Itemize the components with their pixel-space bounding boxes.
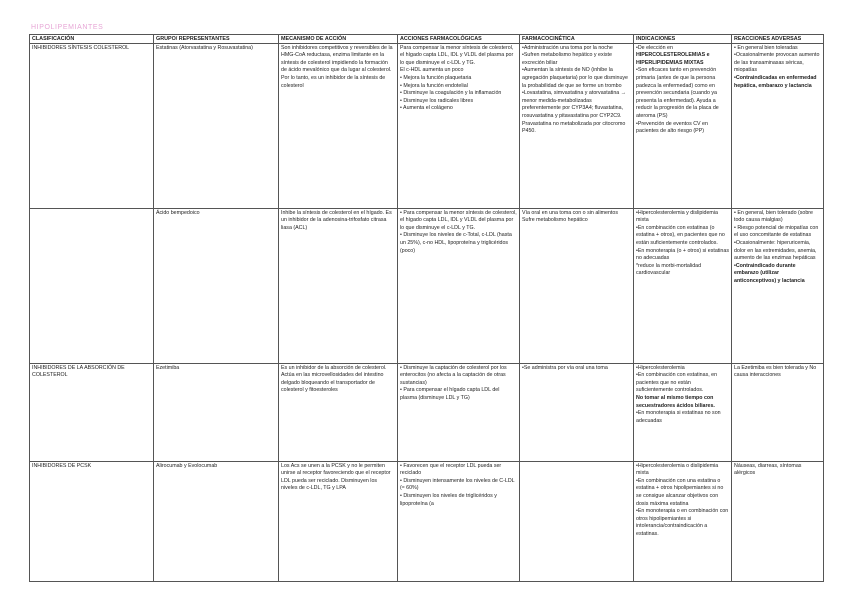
table-row (30, 208, 824, 363)
actions-cell (398, 43, 520, 208)
lipid-drugs-table (29, 34, 824, 582)
col-header-group: GRUPO/ REPRESENTANTES (154, 35, 279, 44)
adverse-line: •Ocasionalmente: hiperuricemia, dolor en las extremidades, anemia, aumento de las enzimas hepáticas (734, 239, 817, 262)
action-line: • Mejora la función endotelial (400, 82, 468, 89)
adverse-line: Náuseas, diarreas, síntomas alérgicos (734, 462, 802, 477)
indication-line: •Prevención de eventos CV en pacientes de alto riesgo (PP) (636, 120, 708, 135)
indication-line: HIPERCOLESTEROLEMIAS e HIPERLIPIDEMIAS MIXTAS (636, 52, 710, 66)
indications-cell (634, 461, 732, 581)
classification-cell (30, 208, 154, 363)
pharmacokinetics-cell (520, 363, 634, 461)
table-body (30, 43, 824, 581)
pharmacokinetics-line: •Sufren metabolismo hepático y existe excreción biliar (522, 52, 612, 66)
action-line: • Mejora la función plaquetaria (400, 74, 472, 81)
col-header-indications: INDICACIONES (634, 35, 732, 44)
action-line: El c-HDL aumenta un poco (400, 67, 464, 74)
actions-cell (398, 363, 520, 461)
classification-cell: INHIBIDORES DE LA ABSORCIÓN DE COLESTEROL (30, 363, 154, 461)
adverse-cell (732, 363, 824, 461)
col-header-pharmacokinetics: FARMACOCINÉTICA (520, 35, 634, 44)
group-cell: Ezetimiba (154, 363, 279, 461)
indication-line: •De elección en (636, 44, 673, 51)
group-cell: Ácido bempedoico (154, 208, 279, 363)
indication-line: •Son eficaces tanto en prevención primaria (antes de que la persona padezca la enfermedad) como en prevención secundaria (cuando ya presenta la enfermedad). Ayuda a reducir la progresión de la placa de ateroma (PS) (636, 67, 719, 119)
action-line: • Disminuyen intensamente los niveles de C-LDL (≈ 60%) (400, 477, 515, 492)
mechanism-cell: Inhibe la síntesis de colesterol en el hígado. Es un inhibidor de la adenosina-trifosfato citrasa liasa (ACL) (279, 208, 398, 363)
adverse-line: • En general bien toleradas (734, 44, 798, 51)
pharmacokinetics-line: •Aumentan la síntesis de NO (inhibe la agregación plaquetaria) por lo que disminuye la probabilidad de que se forme un trombo (522, 67, 629, 89)
pharmacokinetics-cell (520, 208, 634, 363)
indication-line: No tomar al mismo tiempo con secuestradores ácidos biliares. (636, 394, 715, 409)
actions-cell (398, 208, 520, 363)
indication-line: •Hipercolesterolemia o dislipidemia mixta (636, 462, 719, 477)
mechanism-cell: Es un inhibidor de la absorción de colesterol. Actúa en las microvellosidades del intestino delgado bloqueando el transportador de colesterol y fitoesteroles (279, 363, 398, 461)
actions-cell (398, 461, 520, 581)
adverse-line: • En general, bien tolerado (sobre todo causa mialgias) (734, 209, 814, 224)
adverse-cell (732, 208, 824, 363)
indication-line: •Hipercolesterolemia (636, 364, 685, 371)
action-line: • Disminuye los radicales libres (400, 97, 474, 104)
adverse-line: • Riesgo potencial de miopatías con el uso concomitante de estatinas (734, 224, 819, 239)
action-line: • Disminuyen los niveles de triglicéridos y lipoproteína (a (400, 492, 497, 507)
indication-line: •En monoterapia si estatinas no son adecuadas (636, 410, 721, 424)
adverse-cell (732, 461, 824, 581)
table-row (30, 363, 824, 461)
table-row (30, 461, 824, 581)
adverse-cell (732, 43, 824, 208)
adverse-line: •Ocasionalmente provocan aumento de las transaminasas séricas, miopatías (734, 52, 820, 74)
adverse-line: •Contraindicado durante embarazo (utilizar anticonceptivos) y lactancia (734, 262, 805, 284)
pharmacokinetics-line: •Se administra por vía oral una toma (522, 364, 608, 371)
indication-line: •En monoterapia (o + otros) si estatinas no adecuadas (636, 247, 729, 262)
indication-line: •En combinación con una estatina o estatina + otros hipolipemiantes si no se consigue alcanzar objetivos con dosis máxima estatina (636, 477, 724, 507)
indication-line: *reduce la morbi-mortalidad cardiovascular (636, 262, 702, 277)
indications-cell (634, 363, 732, 461)
pharmacokinetics-line: •Lovastatina, simvastatina y atorvastatina → menor medida-metabolizadas preferentemente por CYP3A4; fluvastatina, rosuvastatina y pitavastatina por CYP2C9. Pravastatina no metabolizada por citocromo P450. (522, 90, 627, 135)
action-line: • Favorecen que el receptor LDL pueda ser reciclado (400, 462, 502, 477)
pharmacokinetics-line: Sufre metabolismo hepático (522, 217, 588, 224)
action-line: • Para compensar el hígado capta LDL del plasma (disminuye LDL y TG) (400, 387, 500, 401)
adverse-line: La Ezetimiba es bien tolerada y No causa interacciones (734, 364, 817, 379)
action-line: Para compensar la menor síntesis de colesterol, el hígado capta LDL, IDL y VLDL del plasma por lo que disminuye el c-LDL y TG. (400, 44, 514, 66)
indication-line: •En combinación con estatinas (o estatina + otros), en pacientes que no están suficientemente controlados. (636, 224, 725, 246)
col-header-actions: ACCIONES FARMACOLÓGICAS (398, 35, 520, 44)
indication-line: •En monoterapia o en combinación con otros hipolipemiantes si intolerancia/contraindicación a estatinas. (636, 508, 729, 537)
document-header: HIPOLIPEMIANTES (31, 24, 104, 31)
mechanism-cell: Los Acs se unen a la PCSK y no le permiten unirse al receptor favoreciendo que el receptor LDL pueda ser reciclado. Disminuyen los niveles de c-LDL, TG y LPA (279, 461, 398, 581)
mechanism-cell: Son inhibidores competitivos y reversibles de la HMG-CoA reductasa, enzima limitante en la síntesis de colesterol impidiendo la formación de ácido mevalónico que da lugar al colesterol. Por lo tanto, es un inhibidor de la síntesis de colesterol (279, 43, 398, 208)
group-cell: Alirocumab y Evolocumab (154, 461, 279, 581)
classification-cell: INHIBIDORES SÍNTESIS COLESTEROL (30, 43, 154, 208)
table-row (30, 43, 824, 208)
indications-cell (634, 208, 732, 363)
indication-line: •Hipercolesterolemia y dislipidemia mixta (636, 209, 718, 224)
group-cell: Estatinas (Atorvastatina y Rosuvastatina) (154, 43, 279, 208)
classification-cell: INHIBIDORES DE PCSK (30, 461, 154, 581)
table-header-row (30, 35, 824, 44)
action-line: • Para compensar la menor síntesis de colesterol, el hígado capta LDL, IDL y VLDL del plasma por lo que disminuye el c-LDL y TG. (400, 209, 517, 231)
action-line: • Disminuye la coagulación y la inflamación (400, 90, 502, 97)
action-line: • Disminuye los niveles de c-Total, c-LDL (hasta un 25%), c-no HDL, lipoproteína y triglicéridos (poco) (400, 232, 512, 254)
action-line: • Disminuye la captación de colesterol por los enterocitos (no afecta a la captación de otras sustancias) (400, 364, 507, 386)
pharmacokinetics-cell (520, 43, 634, 208)
col-header-classification: CLASIFICACIÓN (30, 35, 154, 44)
action-line: • Aumenta el colágeno (400, 105, 453, 112)
pharmacokinetics-cell (520, 461, 634, 581)
col-header-adverse: REACCIONES ADVERSAS (732, 35, 824, 44)
pharmacokinetics-line: Vía oral en una toma con o sin alimentos (522, 209, 618, 216)
adverse-line: •Contraindicadas en enfermedad hepática, embarazo y lactancia (734, 74, 817, 89)
col-header-mechanism: MECANISMO DE ACCIÓN (279, 35, 398, 44)
indications-cell (634, 43, 732, 208)
indication-line: •En combinación con estatinas, en pacientes que no están suficientemente controlados. (636, 372, 718, 394)
pharmacokinetics-line: •Administración una toma por la noche (522, 44, 613, 51)
